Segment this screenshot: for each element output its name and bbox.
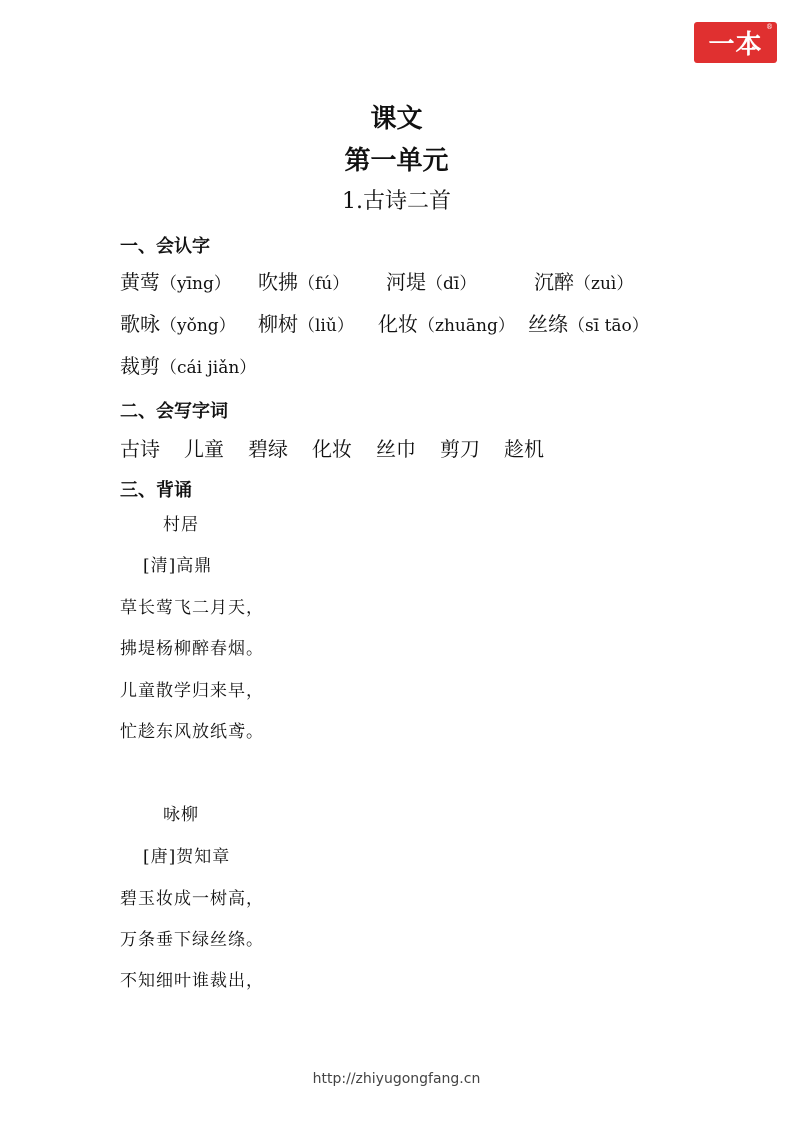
write-word: 化妆 [312,437,352,461]
poem-line: 不知细叶谁裁出， [120,971,264,991]
poem-title: 咏柳 [163,805,199,825]
logo-text: 一本 [708,30,763,60]
pinyin: （zhuāng） [418,316,515,336]
write-word: 碧绿 [248,437,288,461]
write-word: 丝巾 [376,437,416,461]
recognize-item [528,308,649,337]
recognize-item [378,308,515,337]
recognize-word: 裁剪 [120,354,160,378]
pinyin: （fú） [298,274,350,294]
poem-line: 儿童散学归来早， [120,681,264,701]
poem-author: [唐]贺知章 [143,847,231,867]
section-heading-write: 二、会写字词 [120,401,228,422]
poem-author: [清]高鼎 [143,556,213,576]
recognize-word: 柳树 [258,312,298,336]
brand-logo [694,22,777,63]
pinyin: （liǔ） [298,316,354,336]
write-word: 儿童 [184,437,224,461]
unit-title: 第一单元 [344,146,449,176]
lesson-title: 1.古诗二首 [342,189,451,214]
recognize-word: 歌咏 [120,312,160,336]
recognize-item [120,266,231,295]
write-word: 剪刀 [440,437,480,461]
recognize-word: 化妆 [378,312,418,336]
pinyin: （sī tāo） [568,316,649,336]
poem-line: 万条垂下绿丝绦。 [120,930,264,950]
section-heading-recognize: 一、会认字 [120,236,210,257]
pinyin: （zuì） [574,274,634,294]
recognize-item [120,308,236,337]
poem-title: 村居 [163,515,199,535]
footer-url: http://zhiyugongfang.cn [312,1071,481,1087]
pinyin: （dī） [426,274,477,294]
write-word: 趁机 [504,437,544,461]
recognize-item [386,266,476,295]
poem-line: 碧玉妆成一树高， [120,889,264,909]
poem-line: 草长莺飞二月天， [120,598,264,618]
recognize-item [258,266,349,295]
poem-line: 忙趁东风放纸鸢。 [120,722,264,742]
recognize-word: 河堤 [386,270,426,294]
registered-mark: ® [766,23,774,31]
pinyin: （cái jiǎn） [160,358,257,378]
recognize-item [534,266,633,295]
recognize-word: 黄莺 [120,270,160,294]
pinyin: （yǒng） [160,316,236,336]
recognize-word: 丝绦 [528,312,568,336]
write-word: 古诗 [120,437,160,461]
recognize-word: 吹拂 [258,270,298,294]
recognize-word: 沉醉 [534,270,574,294]
page-title: 课文 [370,104,423,134]
recognize-item [120,350,256,379]
recognize-item [258,308,354,337]
pinyin: （yīng） [160,274,231,294]
section-heading-recite: 三、背诵 [120,480,192,501]
poem-line: 拂堤杨柳醉春烟。 [120,639,264,659]
